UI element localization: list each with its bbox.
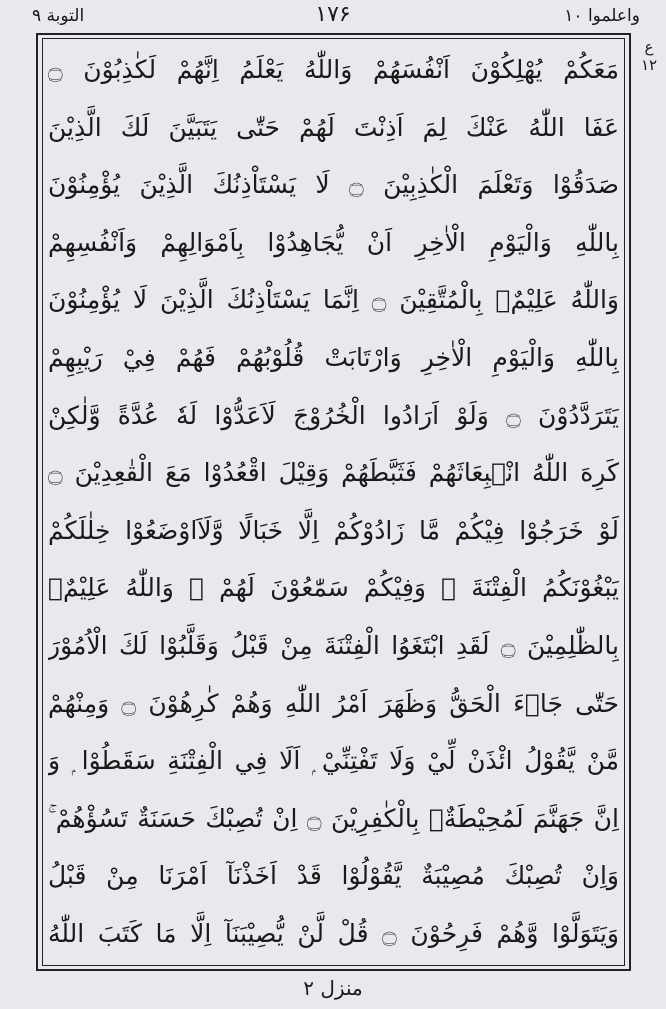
verse-line: وَاللّٰهُ عَلِيْمٌۢ بِالْمُتَّقِيْنَ ۝ اِنَّمَا يَسْتَاْذِنُكَ الَّذِيْنَ لَا يُؤْمِنُوْنَ — [48, 285, 619, 315]
surah-name: التوبة ۹ — [32, 6, 85, 26]
juz-name: واعلموا ۱۰ — [564, 6, 640, 26]
verse-line: بِاللّٰهِ وَالْيَوْمِ الْاٰخِرِ وَارْتَابَتْ قُلُوْبُهُمْ فَهُمْ فِيْ رَيْبِهِمْ — [48, 342, 619, 372]
verse-line: صَدَقُوْا وَتَعْلَمَ الْكٰذِبِيْنَ ۝ لَا يَسْتَاْذِنُكَ الَّذِيْنَ يُؤْمِنُوْنَ — [48, 170, 619, 200]
page-number: ۱۷۶ — [315, 2, 351, 27]
verse-line: حَتّٰى جَاۗءَ الْحَقُّ وَظَهَرَ اَمْرُ اللّٰهِ وَهُمْ كٰرِهُوْنَ ۝ وَمِنْهُمْ — [48, 688, 619, 718]
ruku-marker — [638, 38, 660, 74]
verse-line: بِاللّٰهِ وَالْيَوْمِ الْاٰخِرِ اَنْ يُّجَاهِدُوْا بِاَمْوَالِهِمْ وَاَنْفُسِهِمْ — [48, 227, 619, 257]
verse-line: وَيَتَوَلَّوْا وَّهُمْ فَرِحُوْنَ ۝ قُلْ لَّنْ يُّصِيْبَنَآ اِلَّا مَا كَتَبَ اللّٰهُ — [48, 918, 619, 948]
verse-line: لَوْ خَرَجُوْا فِيْكُمْ مَّا زَادُوْكُمْ اِلَّا خَبَالًا وَّلَاَاوْضَعُوْا خِلٰلَكُمْ — [48, 515, 619, 545]
verse-line: عَفَا اللّٰهُ عَنْكَ لِمَ اَذِنْتَ لَهُمْ حَتّٰى يَتَبَيَّنَ لَكَ الَّذِيْنَ — [48, 112, 619, 142]
verse-line: وَاِنْ تُصِبْكَ مُصِيْبَةٌ يَّقُوْلُوْا قَدْ اَخَذْنَآ اَمْرَنَا مِنْ قَبْلُ — [48, 861, 619, 891]
verse-line: كَرِهَ اللّٰهُ انْۢبِعَاثَهُمْ فَثَبَّطَهُمْ وَقِيْلَ اقْعُدُوْا مَعَ الْقٰعِدِيْنَ ۝ — [48, 458, 619, 488]
verse-line: بِالظّٰلِمِيْنَ ۝ لَقَدِ ابْتَغَوُا الْفِتْنَةَ مِنْ قَبْلُ وَقَلَّبُوْا لَكَ الْاُمُوْرَ — [48, 630, 619, 660]
verse-line: مَعَكُمْ يُهْلِكُوْنَ اَنْفُسَهُمْ وَاللّٰهُ يَعْلَمُ اِنَّهُمْ لَكٰذِبُوْنَ ۝ — [48, 55, 619, 84]
verse-line: مَّنْ يَّقُوْلُ ائْذَنْ لِّيْ وَلَا تَفْتِنِّيْ ۭ اَلَا فِي الْفِتْنَةِ سَقَطُوْا ۭ وَ — [48, 746, 619, 776]
ruku-symbol: ع — [644, 38, 654, 56]
page-header — [0, 0, 666, 36]
verse-text-block — [48, 42, 619, 962]
verse-line: يَبْغُوْنَكُمُ الْفِتْنَةَ ۚ وَفِيْكُمْ سَمّٰعُوْنَ لَهُمْ ۭ وَاللّٰهُ عَلِيْمٌۢ — [48, 573, 619, 603]
verse-line: يَتَرَدَّدُوْنَ ۝ وَلَوْ اَرَادُوا الْخُرُوْجَ لَاَعَدُّوْا لَهٗ عُدَّةً وَّلٰكِنْ — [48, 400, 619, 430]
verse-line: اِنَّ جَهَنَّمَ لَمُحِيْطَةٌۢ بِالْكٰفِرِيْنَ ۝ اِنْ تُصِبْكَ حَسَنَةٌ تَسُؤْهُمْ ۚ — [48, 803, 619, 833]
manzil-label: منزل ۲ — [303, 976, 363, 1000]
ruku-number: ۱۲ — [640, 56, 658, 74]
